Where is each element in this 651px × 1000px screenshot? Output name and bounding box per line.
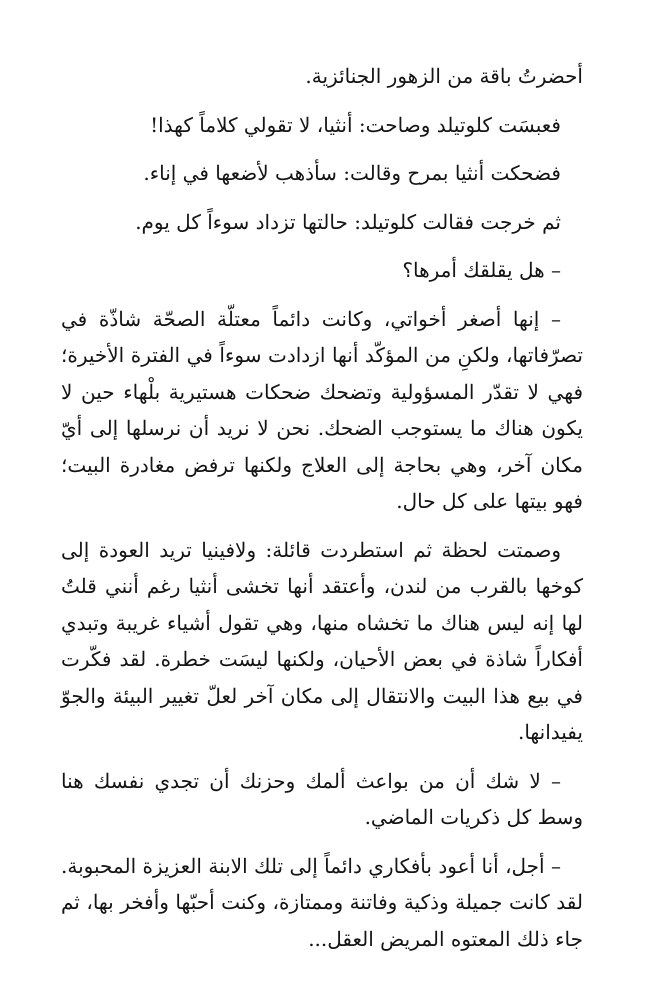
paragraph-4: ثم خرجت فقالت كلوتيلد: حالتها تزداد سوءاً كل يوم. — [135, 209, 561, 234]
paragraph-5: – هل يقلقك أمرها؟ — [402, 258, 561, 282]
paragraph-1: أحضرتُ باقة من الزهور الجنائزية. — [305, 64, 583, 88]
paragraph-9: – أجل، أنا أعود بأفكاري دائماً إلى تلك الابنة العزيزة المحبوبة. لقد كانت جميلة وذكية وفاتنة وممتازة، وكنت أحبّها وأفخر بها، ثم جاء ذلك المعتوه المريض العقل... — [61, 853, 583, 951]
paragraph-8: – لا شك أن من بواعث ألمك وحزنك أن تجدي نفسك هنا وسط كل ذكريات الماضي. — [61, 768, 583, 829]
paragraph-7: وصمتت لحظة ثم استطردت قائلة: ولافينيا تريد العودة إلى كوخها بالقرب من لندن، وأعتقد أنها تخشى أنثيا رغم أنني قلتُ لها إنه ليس هناك ما تخشاه منها، وهي تقول أشياء غريبة وتبدي أفكاراً شاذة في بعض الأحيان، ولكنها ليسَت خطرة. لقد فكّرت في بيع هذا البيت والانتقال إلى مكان آخر لعلّ تغيير البيئة والجوّ يفيدانها. — [61, 537, 583, 744]
paragraph-6: – إنها أصغر أخواتي، وكانت دائماً معتلّة الصحّة شاذّة في تصرّفاتها، ولكنِ من المؤكّد أنها ازدادت سوءاً في الفترة الأخيرة؛ فهي لا تقدّر المسؤولية وتضحك ضحكات هستيرية بلْهاء حين لا يكون هناك ما يستوجب الضحك. نحن لا نريد أن نرسلها إلى أيّ مكان آخر، وهي بحاجة إلى العلاج ولكنها ترفض مغادرة البيت؛ فهو بيتها على كل حال. — [61, 306, 584, 513]
paragraph-2: فعبسَت كلوتيلد وصاحت: أنثيا، لا تقولي كلاماً كهذا! — [150, 112, 561, 137]
book-page — [61, 58, 583, 969]
paragraph-3: فضحكت أنثيا بمرح وقالت: سأذهب لأضعها في إناء. — [143, 161, 561, 185]
